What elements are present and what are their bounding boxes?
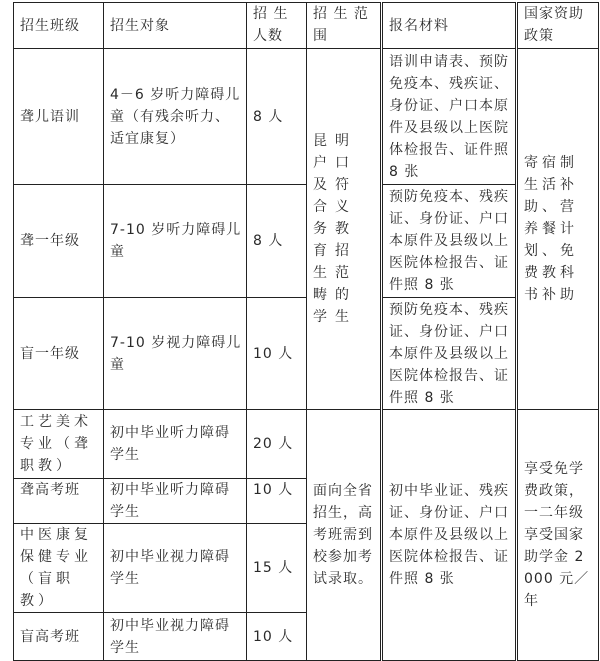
header-row <box>14 3 599 49</box>
count-cell: 10 人 <box>247 298 307 410</box>
class-cell: 盲高考班 <box>14 613 104 661</box>
count-cell: 8 人 <box>247 49 307 185</box>
enrollment-table <box>13 2 599 661</box>
aid-cell: 寄宿制生活补助、营养餐计划、免费教科书补助 <box>517 49 599 410</box>
materials-cell: 语训申请表、预防免疫本、残疾证、身份证、户口本原件及县级以上医院体检报告、证件照 8 张 <box>382 49 517 185</box>
class-cell: 聋一年级 <box>14 185 104 298</box>
header-materials: 报名材料 <box>382 3 517 49</box>
target-cell: 初中毕业听力障碍学生 <box>104 410 247 479</box>
table-row <box>14 410 599 479</box>
header-count: 招 生 人数 <box>247 3 307 49</box>
count-cell: 15 人 <box>247 524 307 613</box>
header-aid: 国家资助政策 <box>517 3 599 49</box>
target-cell: 7-10 岁视力障碍儿童 <box>104 298 247 410</box>
class-cell: 聋儿语训 <box>14 49 104 185</box>
table-row <box>14 298 599 410</box>
scope-cell: 面向全省招生，高考班需到校参加考试录取。 <box>307 410 382 661</box>
target-cell: 4－6 岁听力障碍儿童（有残余听力、适宜康复） <box>104 49 247 185</box>
materials-cell: 预防免疫本、残疾证、身份证、户口本原件及县级以上医院体检报告、证件照 8 张 <box>382 185 517 298</box>
class-cell: 聋高考班 <box>14 479 104 524</box>
header-scope: 招 生 范围 <box>307 3 382 49</box>
count-cell: 8 人 <box>247 185 307 298</box>
class-cell: 中医康复保健专业（盲职教） <box>14 524 104 613</box>
header-class: 招生班级 <box>14 3 104 49</box>
target-cell: 初中毕业视力障碍学生 <box>104 524 247 613</box>
header-target: 招生对象 <box>104 3 247 49</box>
scope-cell: 昆明户口及符合义务教育招生范畴的学生 <box>307 49 382 410</box>
count-cell: 20 人 <box>247 410 307 479</box>
aid-cell: 享受免学费政策，一二年级享受国家助学金 2000 元／年 <box>517 410 599 661</box>
target-cell: 初中毕业听力障碍学生 <box>104 479 247 524</box>
class-cell: 盲一年级 <box>14 298 104 410</box>
target-cell: 初中毕业视力障碍学生 <box>104 613 247 661</box>
table-row <box>14 185 599 298</box>
count-cell: 10 人 <box>247 613 307 661</box>
target-cell: 7-10 岁听力障碍儿童 <box>104 185 247 298</box>
materials-cell: 初中毕业证、残疾证、身份证、户口本原件及县级以上医院体检报告、证件照 8 张 <box>382 410 517 661</box>
materials-cell: 预防免疫本、残疾证、身份证、户口本原件及县级以上医院体检报告、证件照 8 张 <box>382 298 517 410</box>
table-row <box>14 49 599 185</box>
class-cell: 工艺美术专业（聋职教） <box>14 410 104 479</box>
count-cell: 10 人 <box>247 479 307 524</box>
